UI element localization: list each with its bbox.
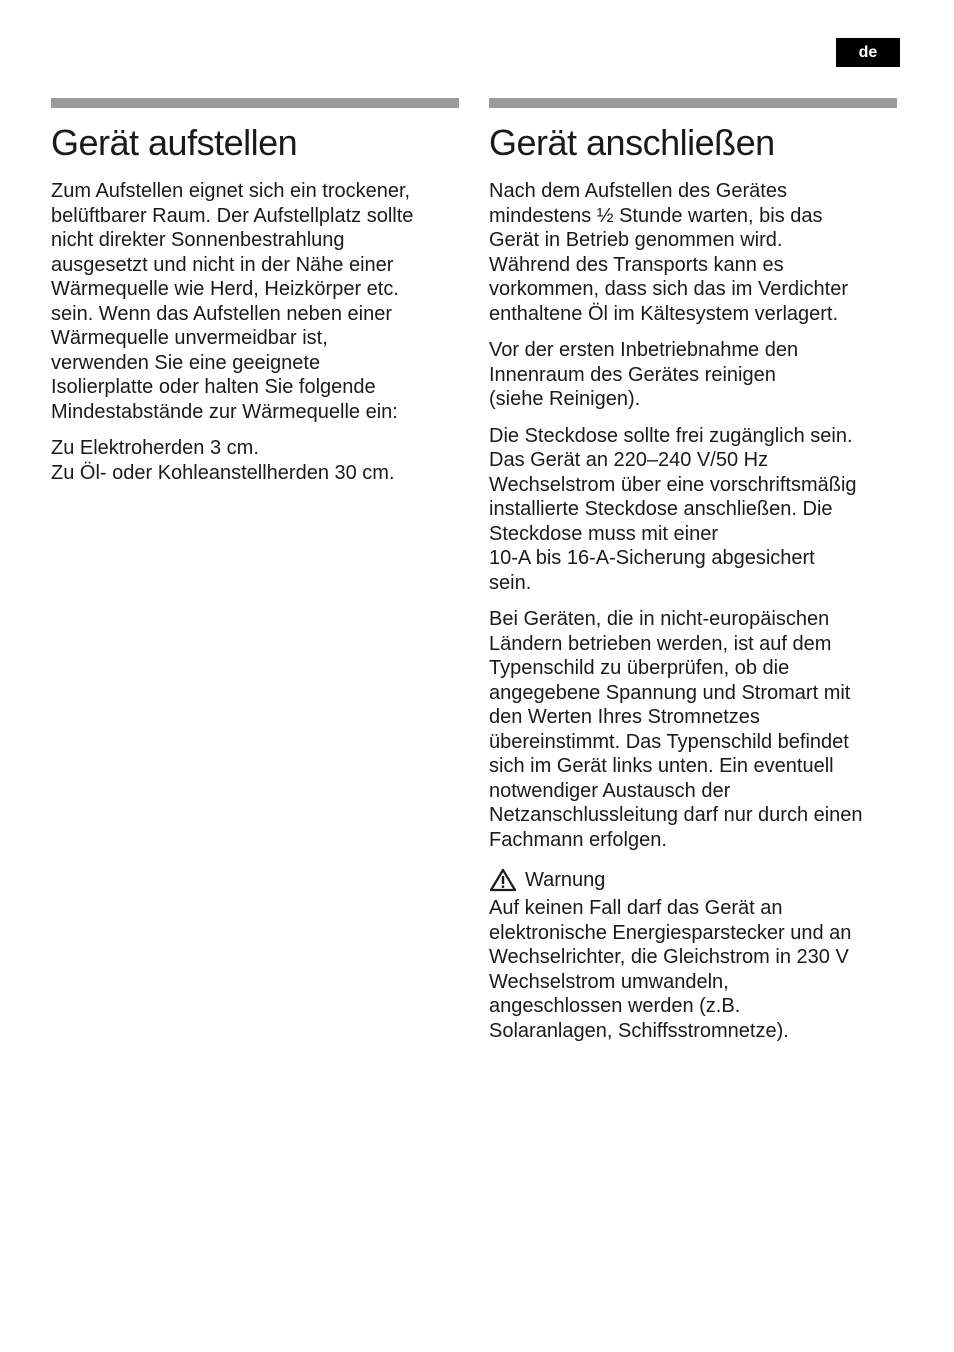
text-line: 10-A bis 16-A-Sicherung abgesichert <box>489 547 815 569</box>
text-line: Zu Elektroherden 3 cm. <box>51 437 259 459</box>
section-rule <box>51 98 459 108</box>
paragraph <box>51 179 459 424</box>
text-line: enthaltene Öl im Kältesystem verlagert. <box>489 302 839 325</box>
text-line: elektronische Energiesparstecker und an <box>489 921 852 944</box>
text-line: Wechselrichter, die Gleichstrom in 230 V <box>489 946 849 968</box>
text-line: Wärmequelle unvermeidbar ist, <box>51 327 328 349</box>
text-line: (siehe Reinigen). <box>489 388 641 410</box>
paragraph <box>489 607 897 852</box>
text-line: angeschlossen werden (z.B. <box>489 995 741 1017</box>
text-line: Ländern betrieben werden, ist auf dem <box>489 632 832 655</box>
text-line: installierte Steckdose anschließen. Die <box>489 498 833 520</box>
section-rule <box>489 98 897 108</box>
text-line: Isolierplatte oder halten Sie folgende <box>51 376 376 398</box>
warning-triangle-icon <box>489 868 517 892</box>
text-line: Netzanschlussleitung darf nur durch einen <box>489 804 863 826</box>
section-title-setup: Gerät aufstellen <box>51 122 298 163</box>
text-line: Zu Öl- oder Kohleanstellherden 30 cm. <box>51 461 395 484</box>
text-line: nicht direkter Sonnenbestrahlung <box>51 229 345 251</box>
paragraph <box>489 179 897 326</box>
warning-text <box>489 896 897 1043</box>
text-line: Das Gerät an 220–240 V/50 Hz <box>489 449 769 471</box>
text-line: Bei Geräten, die in nicht-europäischen <box>489 608 830 630</box>
text-line: Typenschild zu überprüfen, ob die <box>489 657 790 679</box>
text-line: Fachmann erfolgen. <box>489 828 667 851</box>
text-line: vorkommen, dass sich das im Verdichter <box>489 278 849 300</box>
section-setup <box>51 98 459 497</box>
text-line: Nach dem Aufstellen des Gerätes <box>489 180 787 202</box>
text-line: ausgesetzt und nicht in der Nähe einer <box>51 253 394 276</box>
paragraph <box>489 338 897 412</box>
text-line: belüftbarer Raum. Der Aufstellplatz sollte <box>51 204 414 227</box>
text-line: notwendiger Austausch der <box>489 779 731 802</box>
text-line: Auf keinen Fall darf das Gerät an <box>489 897 783 919</box>
language-tab: de <box>836 38 900 67</box>
text-line: Zum Aufstellen eignet sich ein trockener, <box>51 180 411 202</box>
text-line: Gerät in Betrieb genommen wird. <box>489 229 783 251</box>
text-line: Die Steckdose sollte frei zugänglich sein. <box>489 424 853 447</box>
text-line: Wärmequelle wie Herd, Heizkörper etc. <box>51 278 399 300</box>
text-line: sein. <box>489 571 532 594</box>
text-line: angegebene Spannung und Stromart mit <box>489 681 851 704</box>
text-line: Wechselstrom über eine vorschriftsmäßig <box>489 473 857 496</box>
text-line: sein. Wenn das Aufstellen neben einer <box>51 302 392 325</box>
text-line: Während des Transports kann es <box>489 253 784 276</box>
warning-heading <box>489 868 897 892</box>
text-line: Vor der ersten Inbetriebnahme den <box>489 339 799 361</box>
section-title-connect: Gerät anschließen <box>489 122 775 163</box>
text-line: Innenraum des Gerätes reinigen <box>489 363 776 386</box>
text-line: Mindestabstände zur Wärmequelle ein: <box>51 400 398 423</box>
text-line: Wechselstrom umwandeln, <box>489 970 729 993</box>
paragraph <box>489 424 897 596</box>
paragraph <box>51 436 459 485</box>
text-line: den Werten Ihres Stromnetzes <box>489 706 760 728</box>
text-line: Solaranlagen, Schiffsstromnetze). <box>489 1019 789 1042</box>
section-connect <box>489 98 897 1055</box>
text-line: Steckdose muss mit einer <box>489 522 718 545</box>
warning-label: Warnung <box>525 869 606 891</box>
text-line: übereinstimmt. Das Typenschild befindet <box>489 730 849 753</box>
text-line: verwenden Sie eine geeignete <box>51 351 321 374</box>
text-line: sich im Gerät links unten. Ein eventuell <box>489 755 834 777</box>
text-line: mindestens ½ Stunde warten, bis das <box>489 204 823 227</box>
